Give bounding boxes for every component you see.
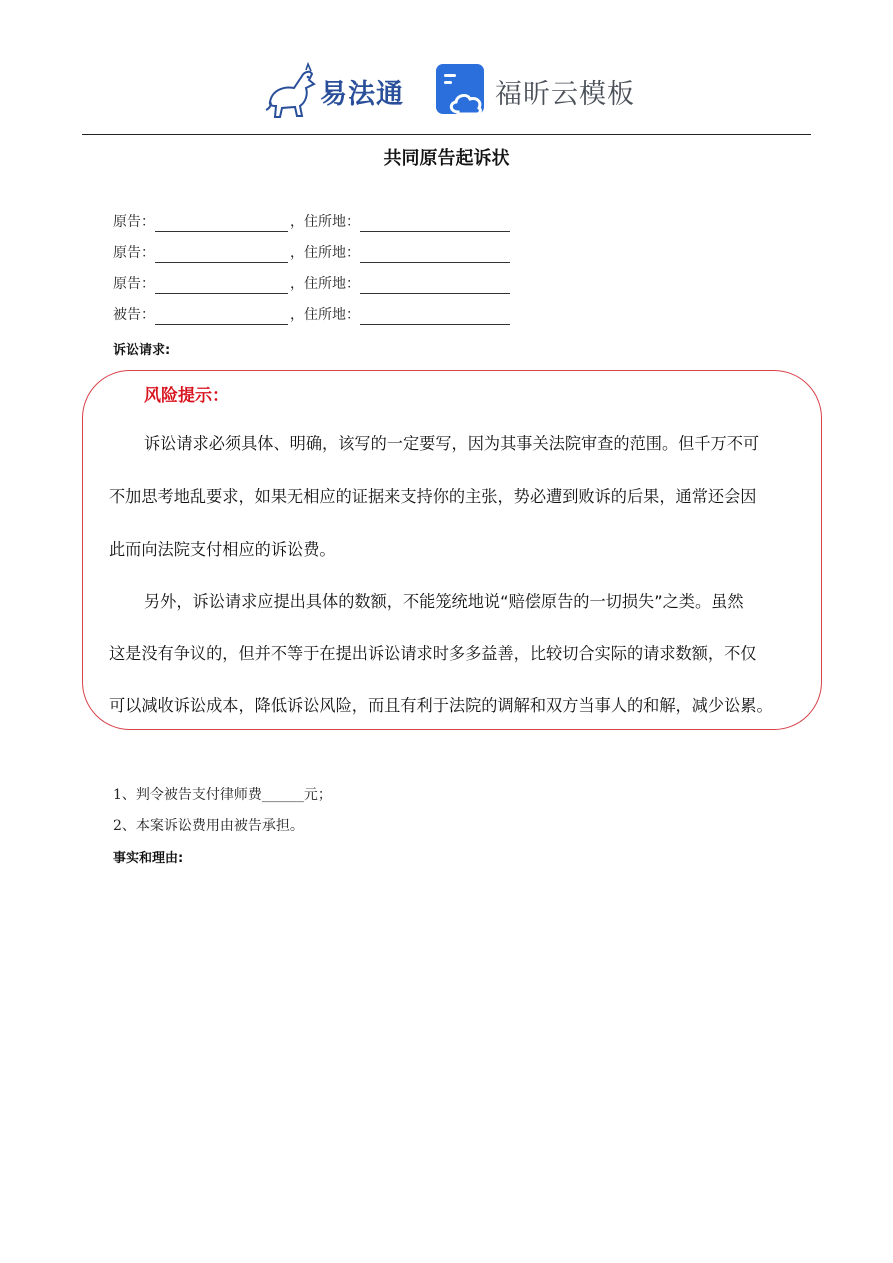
cloud-document-logo-icon xyxy=(436,64,488,118)
claims-section-label: 诉讼请求: xyxy=(113,343,171,358)
risk-warning-title: 风险提示： xyxy=(144,386,229,406)
risk-text-line: 可以减收诉讼成本，降低诉讼风险，而且有利于法院的调解和双方当事人的和解，减少讼累。 xyxy=(109,696,773,715)
party-name-blank[interactable] xyxy=(155,279,288,294)
address-blank[interactable] xyxy=(360,248,510,263)
party-role-label: 原告： xyxy=(113,276,155,292)
party-row xyxy=(113,305,510,325)
risk-text-line: 此而向法院支付相应的诉讼费。 xyxy=(109,540,336,559)
claim-text: 2、本案诉讼费用由被告承担。 xyxy=(113,818,304,834)
horse-logo-icon xyxy=(262,62,322,120)
address-blank[interactable] xyxy=(360,310,510,325)
separator: ， xyxy=(290,307,304,323)
party-role-label: 被告： xyxy=(113,307,155,323)
header-divider xyxy=(82,134,811,135)
party-name-blank[interactable] xyxy=(155,310,288,325)
address-blank[interactable] xyxy=(360,217,510,232)
address-label: 住所地： xyxy=(304,245,360,261)
facts-section-label: 事实和理由: xyxy=(113,851,184,866)
risk-text-line: 诉讼请求必须具体、明确，该写的一定要写，因为其事关法院审查的范围。但千万不可 xyxy=(144,434,760,453)
address-blank[interactable] xyxy=(360,279,510,294)
claim-text-suffix: 元； xyxy=(303,787,332,803)
party-row xyxy=(113,243,510,263)
address-label: 住所地： xyxy=(304,214,360,230)
document-title: 共同原告起诉状 xyxy=(383,148,510,169)
address-label: 住所地： xyxy=(304,276,360,292)
party-row xyxy=(113,212,510,232)
party-name-blank[interactable] xyxy=(155,217,288,232)
logo-foxit-template-text: 福昕云模板 xyxy=(495,79,635,110)
address-label: 住所地： xyxy=(304,307,360,323)
risk-text-line: 不加思考地乱要求，如果无相应的证据来支持你的主张，势必遭到败诉的后果，通常还会因 xyxy=(109,487,757,506)
logo-yifatong-text: 易法通 xyxy=(320,79,404,110)
amount-blank[interactable]: ______ xyxy=(261,787,304,803)
separator: ， xyxy=(290,245,304,261)
party-role-label: 原告： xyxy=(113,214,155,230)
risk-text-line: 这是没有争议的，但并不等于在提出诉讼请求时多多益善，比较切合实际的请求数额，不仅 xyxy=(109,644,757,663)
party-row xyxy=(113,274,510,294)
separator: ， xyxy=(290,214,304,230)
claim-text: 1、判令被告支付律师费 xyxy=(113,787,262,803)
separator: ， xyxy=(290,276,304,292)
claim-item xyxy=(113,784,332,804)
risk-text-line: 另外，诉讼请求应提出具体的数额，不能笼统地说“赔偿原告的一切损失”之类。虽然 xyxy=(144,592,744,611)
party-name-blank[interactable] xyxy=(155,248,288,263)
document-header xyxy=(0,0,893,136)
party-role-label: 原告： xyxy=(113,245,155,261)
claim-item xyxy=(113,815,304,835)
